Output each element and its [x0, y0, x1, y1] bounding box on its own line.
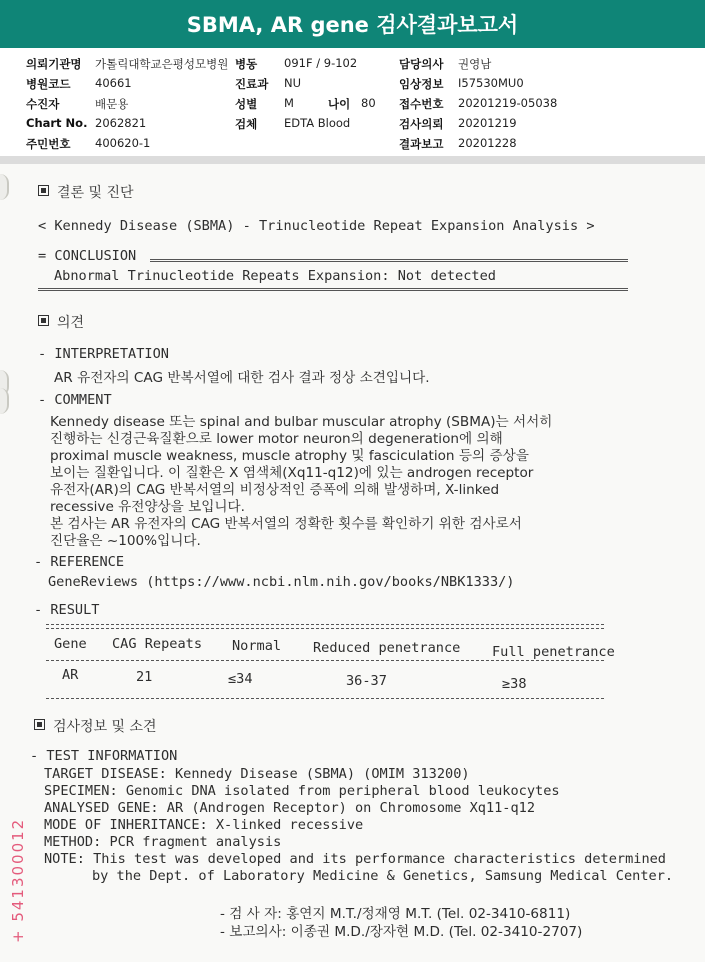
- comment-line: 유전자(AR)의 CAG 반복서열의 비정상적인 증폭에 의해 발생하며, X-linked: [50, 482, 500, 498]
- chart-value: 2062821: [95, 116, 147, 130]
- hospital-code-label: 병원코드: [26, 77, 71, 91]
- table-header-gene: Gene: [54, 636, 87, 652]
- divider-line: [38, 288, 628, 291]
- scanned-report: [0, 164, 705, 962]
- table-rule: [46, 628, 604, 629]
- comment-line: 진행하는 신경근육질환으로 lower motor neuron의 degeneration에 의해: [50, 431, 503, 447]
- table-header-normal: Normal: [232, 638, 282, 654]
- divider-line: [150, 259, 628, 262]
- sex-label: 성별: [235, 97, 258, 111]
- age-label: 나이: [328, 97, 351, 111]
- comment-line: proximal muscle weakness, muscle atrophy 및 fasciculation 등의 증상을: [50, 448, 529, 464]
- reference-heading: - REFERENCE: [34, 554, 125, 570]
- checkbox-square-icon: [38, 315, 49, 326]
- comment-heading: - COMMENT: [38, 392, 112, 408]
- report-date-value: 20201228: [458, 136, 517, 150]
- comment-line: recessive 유전양상을 보입니다.: [50, 499, 245, 515]
- result-heading: - RESULT: [34, 602, 100, 618]
- receipt-label: 접수번호: [399, 97, 444, 111]
- section-separator: [0, 156, 705, 164]
- test-info-line: METHOD: PCR fragment analysis: [44, 834, 282, 850]
- test-info-line: SPECIMEN: Genomic DNA isolated from peripheral blood leukocytes: [44, 783, 560, 799]
- dept-label: 진료과: [235, 77, 269, 91]
- interpretation-text: AR 유전자의 CAG 반복서열에 대한 검사 결과 정상 소견입니다.: [54, 370, 430, 386]
- ward-label: 병동: [235, 57, 258, 71]
- clinical-value: I57530MU0: [458, 76, 524, 90]
- institution-value: 가톨릭대학교은평성모병원: [95, 57, 229, 71]
- receipt-value: 20201219-05038: [458, 96, 558, 110]
- table-rule: [46, 660, 604, 661]
- rrn-value: 400620-1: [95, 136, 151, 150]
- rrn-label: 주민번호: [26, 137, 71, 151]
- interpretation-heading: - INTERPRETATION: [38, 346, 169, 362]
- conclusion-heading: = CONCLUSION: [38, 248, 137, 264]
- sex-value: M: [284, 96, 294, 110]
- report-subtitle: < Kennedy Disease (SBMA) - Trinucleotide Repeat Expansion Analysis >: [38, 218, 595, 234]
- report-date-label: 결과보고: [399, 137, 444, 151]
- test-info-line: MODE OF INHERITANCE: X-linked recessive: [44, 817, 364, 833]
- section-test-info-heading: 검사정보 및 소견: [34, 716, 157, 736]
- binder-hole: [0, 388, 9, 414]
- institution-label: 의뢰기관명: [26, 57, 82, 71]
- conclusion-text: Abnormal Trinucleotide Repeats Expansion: Not detected: [54, 268, 496, 284]
- specimen-value: EDTA Blood: [284, 116, 351, 130]
- chart-label: Chart No.: [26, 116, 88, 130]
- table-cell-normal: ≤34: [228, 671, 253, 687]
- binder-hole: [0, 174, 9, 200]
- table-rule: [46, 698, 604, 699]
- hospital-code-value: 40661: [95, 76, 132, 90]
- section-conclusion-heading: 결론 및 진단: [38, 182, 134, 202]
- age-value: 80: [361, 96, 376, 110]
- doctor-label: 담당의사: [399, 57, 444, 71]
- table-header-reduced: Reduced penetrance: [313, 640, 461, 656]
- comment-line: 본 검사는 AR 유전자의 CAG 반복서열의 정확한 횟수를 확인하기 위한 검사로서: [50, 516, 522, 532]
- table-header-full: Full penetrance: [492, 644, 615, 660]
- checkbox-square-icon: [38, 185, 49, 196]
- table-cell-cag: 21: [136, 669, 153, 685]
- specimen-label: 검체: [235, 117, 258, 131]
- clinical-label: 임상정보: [399, 77, 444, 91]
- test-info-heading: - TEST INFORMATION: [30, 748, 178, 764]
- patient-label: 수진자: [26, 97, 60, 111]
- dept-value: NU: [284, 76, 302, 90]
- section-opinion-heading: 의견: [38, 312, 84, 332]
- request-label: 검사의뢰: [399, 117, 444, 131]
- test-info-line: ANALYSED GENE: AR (Androgen Receptor) on Chromosome Xq11-q12: [44, 800, 536, 816]
- comment-line: 보이는 질환입니다. 이 질환은 X 염색체(Xq11-q12)에 있는 androgen receptor: [50, 465, 534, 481]
- test-info-line: by the Dept. of Laboratory Medicine & Genetics, Samsung Medical Center.: [92, 868, 674, 884]
- signer-examiner: - 검 사 자: 홍연지 M.T./정재영 M.T. (Tel. 02-3410-6811): [220, 906, 571, 922]
- table-header-cag: CAG Repeats: [112, 636, 203, 652]
- comment-line: 진단율은 ~100%입니다.: [50, 533, 201, 549]
- ward-value: 091F / 9-102: [284, 56, 358, 70]
- test-info-line: TARGET DISEASE: Kennedy Disease (SBMA) (OMIM 313200): [44, 766, 470, 782]
- vertical-stamp: + 541300012: [9, 817, 27, 943]
- reference-text: GeneReviews (https://www.ncbi.nlm.nih.gov/books/NBK1333/): [48, 574, 515, 590]
- test-info-line: NOTE: This test was developed and its performance characteristics determined: [44, 851, 666, 867]
- request-value: 20201219: [458, 116, 517, 130]
- patient-value: 배문용: [95, 97, 129, 111]
- report-title: SBMA, AR gene 검사결과보고서: [0, 0, 705, 48]
- table-rule: [46, 624, 604, 625]
- table-cell-reduced: 36-37: [346, 673, 387, 689]
- comment-line: Kennedy disease 또는 spinal and bulbar muscular atrophy (SBMA)는 서서히: [50, 414, 553, 430]
- signer-reporting-doctor: - 보고의사: 이종권 M.D./장자현 M.D. (Tel. 02-3410-2707): [220, 924, 583, 940]
- table-cell-gene: AR: [62, 667, 79, 683]
- doctor-value: 권영남: [458, 57, 492, 71]
- table-cell-full: ≥38: [502, 676, 527, 692]
- checkbox-square-icon: [34, 719, 45, 730]
- patient-info-block: [0, 52, 705, 156]
